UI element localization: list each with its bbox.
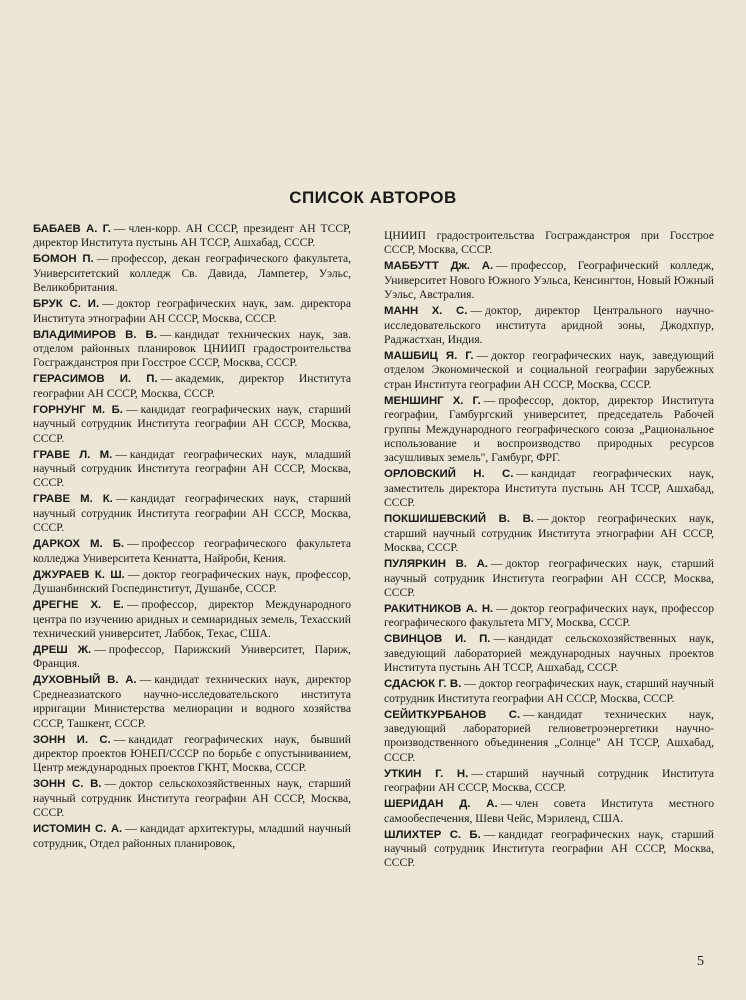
author-entry <box>33 537 351 566</box>
author-name: МЕНШИНГ Х. Г. <box>384 394 481 407</box>
author-description: доктор географических наук, старший научный сотрудник Института географии АН СССР, Москва, СССР. <box>384 677 715 705</box>
author-description: профессор, декан географического факультета, Университетский колледж Св. Давида, Лампетер, Уэльс, Великобритания. <box>33 252 352 295</box>
author-entry <box>33 297 351 326</box>
author-description: кандидат географических наук, заместитель директора Института пустынь АН ТССР, Ашхабад, СССР. <box>384 467 714 510</box>
author-name: ОРЛОВСКИЙ Н. С. <box>384 468 514 481</box>
author-entry <box>384 557 714 600</box>
dash-separator: — <box>470 304 482 318</box>
author-name: ВЛАДИМИРОВ В. В. <box>33 328 157 341</box>
dash-separator: — <box>126 598 139 612</box>
author-description: кандидат географических наук, младший научный сотрудник Института географии АН СССР, Москва, СССР. <box>33 447 352 490</box>
author-description: доктор сельскохозяйственных наук, старший научный сотрудник Института географии АН СССР, Москва, СССР. <box>33 777 351 820</box>
dash-separator: — <box>483 827 496 841</box>
authors-left-column <box>33 222 351 853</box>
author-entry <box>384 349 714 392</box>
author-name: ПУЛЯРКИН В. А. <box>384 558 488 571</box>
author-entry <box>33 568 351 597</box>
page-number: 5 <box>697 954 704 969</box>
author-entry <box>33 822 351 851</box>
author-entry <box>384 259 714 302</box>
author-description: кандидат географических наук, бывший директор проектов ЮНЕП/СССР по борьбе с опустыниванием, Центр международных проектов ГКНТ, Москва, СССР. <box>33 732 351 775</box>
author-entry <box>384 512 714 555</box>
dash-separator: — <box>160 372 173 386</box>
author-name: ГЕРАСИМОВ И. П. <box>33 373 158 386</box>
author-entry <box>33 733 351 776</box>
author-entry <box>33 598 351 641</box>
author-name: БАБАЕВ А. Г. <box>33 223 111 235</box>
authors-right-column <box>384 229 714 872</box>
author-entry <box>384 708 714 766</box>
author-description: член-корр. АН СССР, президент АН ТССР, директор Института пустынь АН ТССР, Ашхабад, СССР. <box>33 222 352 250</box>
author-name: ДУХОВНЫЙ В. А. <box>33 674 137 687</box>
author-name: СЕЙИТКУРБАНОВ С. <box>384 708 521 721</box>
author-description: профессор, директор Международного центра по изучению аридных и семиаридных земель, Техасский технический университет, Лаббок, Техас, США. <box>33 598 351 640</box>
dash-separator: — <box>102 297 114 311</box>
author-name: МАББУТТ Дж. А. <box>384 260 494 273</box>
author-description: кандидат географических наук, старший научный сотрудник Института географии АН СССР, Москва, СССР. <box>33 402 352 445</box>
author-entry <box>33 673 351 731</box>
dash-separator: — <box>115 447 127 461</box>
author-description: кандидат технических наук, заведующий лабораторией гелиоветроэнергетики научно-производственного объединения „Солнце" АН ТССР, Ашхабад, СССР. <box>384 707 714 764</box>
dash-separator: — <box>127 567 140 581</box>
author-name: ШЕРИДАН Д. А. <box>384 798 498 811</box>
author-description: старший научный сотрудник Института географии АН СССР, Москва, СССР. <box>384 766 715 795</box>
author-entry <box>384 632 714 675</box>
author-entry <box>33 643 351 672</box>
author-description: кандидат географических наук, старший научный сотрудник Института географии АН СССР, Москва, СССР. <box>384 827 714 870</box>
author-description: доктор, директор Центрального научно-исследовательского института аридной зоны, Джодхпур, Раджастхан, Индия. <box>384 304 714 347</box>
author-name: ИСТОМИН С. А. <box>33 823 123 836</box>
author-description: академик, директор Института географии АН СССР, Москва, СССР. <box>33 372 351 400</box>
dash-separator: — <box>139 673 152 687</box>
author-name: ШЛИХТЕР С. Б. <box>384 828 481 841</box>
author-entry <box>33 492 351 535</box>
dash-separator: — <box>127 537 139 551</box>
dash-separator: — <box>516 467 529 481</box>
author-entry <box>33 328 351 371</box>
author-entry <box>33 252 351 295</box>
author-description: кандидат технических наук, зав. отделом районных планировок ЦНИИП градостроительства Госгражданстроя при Госстрое СССР, Москва, СССР. <box>33 327 351 370</box>
dash-separator: — <box>496 601 508 615</box>
author-name: РАКИТНИКОВ А. Н. <box>384 602 494 615</box>
author-name: СДАСЮК Г. В. <box>384 678 462 691</box>
author-name: УТКИН Г. Н. <box>384 767 469 780</box>
author-description: доктор географических наук, зам. директора Института этнографии АН СССР, Москва, СССР. <box>33 297 351 325</box>
author-description: профессор, Географический колледж, Университет Нового Южного Уэльса, Кенсингтон, Новый Южный Уэльс, Австралия. <box>384 259 714 302</box>
author-name: ДЖУРАЕВ К. Ш. <box>33 568 125 581</box>
author-description: доктор географических наук, старший научный сотрудник Института географии АН СССР, Москва, СССР. <box>384 557 715 599</box>
author-name: БРУК С. И. <box>33 298 100 311</box>
dash-separator: — <box>490 557 503 571</box>
author-description: кандидат сельскохозяйственных наук, заведующий лабораторией международных научных проектов Института пустынь АН ТССР, Ашхабад, СССР. <box>384 632 714 675</box>
dash-separator: — <box>115 492 128 506</box>
dash-separator: — <box>476 349 489 363</box>
author-entry <box>33 403 351 446</box>
dash-separator: — <box>159 327 172 341</box>
dash-separator: — <box>523 707 535 721</box>
author-entry <box>33 777 351 820</box>
author-entry <box>384 467 714 510</box>
author-entry <box>384 677 714 706</box>
author-description: профессор географического факультета колледжа Университета Кениатта, Найроби, Кения. <box>33 537 352 565</box>
author-entry <box>384 304 714 347</box>
author-description: профессор, доктор, директор Института географии, Гамбургский университет, председатель Рабочей группы Международного географического союза „Рациональное использование и воспроизводство природных ресурсов засушливых земель", Гамбург, ФРГ. <box>384 393 714 465</box>
dash-separator: — <box>493 632 506 646</box>
dash-separator: — <box>104 777 117 791</box>
dash-separator: — <box>496 259 508 273</box>
author-entry <box>384 797 714 826</box>
author-entry <box>384 394 714 466</box>
author-name: ГРАВЕ М. К. <box>33 493 113 506</box>
author-description: кандидат географических наук, старший научный сотрудник Института географии АН СССР, Москва, СССР. <box>33 492 351 535</box>
page-title: СПИСОК АВТОРОВ <box>289 188 457 207</box>
author-name: ДАРКОХ М. Б. <box>33 538 125 551</box>
author-entry <box>33 222 351 251</box>
author-entry <box>384 229 714 258</box>
author-description: доктор географических наук, профессор географического факультета МГУ, Москва, СССР. <box>384 601 715 630</box>
author-name: МАНН Х. С. <box>384 305 468 318</box>
author-name: ПОКШИШЕВСКИЙ В. В. <box>384 513 534 526</box>
author-description: профессор, Парижский Университет, Париж, Франция. <box>33 642 351 671</box>
author-description: ЦНИИП градостроительства Госгражданстроя при Госстрое СССР, Москва, СССР. <box>384 229 714 257</box>
author-name: МАШБИЦ Я. Г. <box>384 350 474 363</box>
author-name: БОМОН П. <box>33 253 94 266</box>
dash-separator: — <box>113 732 126 746</box>
author-name: ДРЕГНЕ Х. Е. <box>33 599 124 612</box>
dash-separator: — <box>113 222 126 235</box>
dash-separator: — <box>94 642 106 656</box>
author-description: член совета Института местного самообеспечения, Шеви Чейс, Мэриленд, США. <box>384 797 714 825</box>
author-name: ГРАВЕ Л. М. <box>33 448 113 461</box>
author-description: доктор географических наук, профессор, Душанбинский Госпединститут, Душанбе, СССР. <box>33 567 351 596</box>
dash-separator: — <box>125 402 138 416</box>
author-name: ДРЕШ Ж. <box>33 643 92 656</box>
dash-separator: — <box>483 393 496 407</box>
dash-separator: — <box>125 822 137 836</box>
author-entry <box>33 372 351 401</box>
author-entry <box>384 767 714 796</box>
author-name: ЗОНН И. С. <box>33 733 111 746</box>
dash-separator: — <box>500 797 513 811</box>
author-entry <box>384 602 714 631</box>
dash-separator: — <box>464 677 476 691</box>
author-name: СВИНЦОВ И. П. <box>384 633 491 646</box>
author-entry <box>33 448 351 491</box>
author-description: доктор географических наук, заведующий отделом Экономической и социальной географии зарубежных стран Института географии АН СССР, Москва, СССР. <box>384 349 714 391</box>
author-description: кандидат технических наук, директор Среднеазиатского научно-исследовательского института ирригации Министерства мелиорации и водного хозяйства СССР, Ташкент, СССР. <box>33 673 352 730</box>
author-name: ГОРНУНГ М. Б. <box>33 403 123 416</box>
author-description: доктор географических наук, старший научный сотрудник Института этнографии АН СССР, Москва, СССР. <box>384 512 714 555</box>
author-entry <box>384 828 714 871</box>
author-description: кандидат архитектуры, младший научный сотрудник, Отдел районных планировок, <box>33 822 351 850</box>
dash-separator: — <box>96 252 109 266</box>
author-name: ЗОНН С. В. <box>33 778 102 791</box>
dash-separator: — <box>536 512 549 526</box>
dash-separator: — <box>471 766 483 780</box>
